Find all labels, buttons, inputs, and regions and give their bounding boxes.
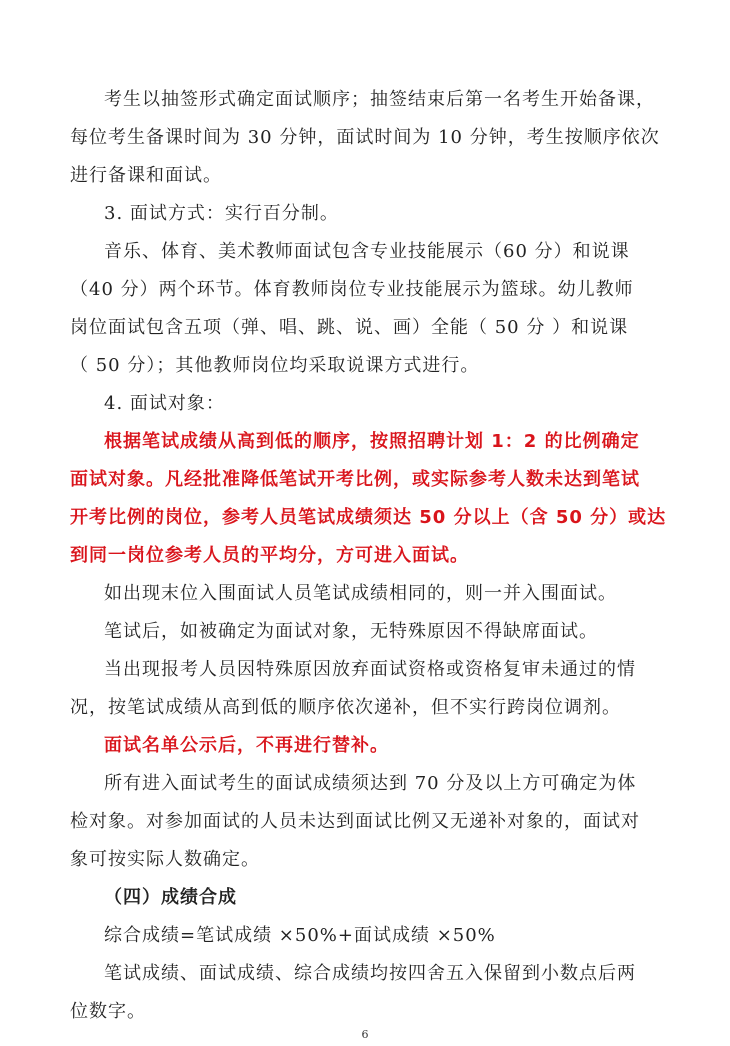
- para5-line-1: 当出现报考人员因特殊原因放弃面试资格或资格复审未通过的情: [104, 659, 636, 680]
- interview-method-heading: 3. 面试方式：实行百分制。: [104, 203, 339, 224]
- para4-line: 笔试后，如被确定为面试对象，无特殊原因不得缺席面试。: [104, 621, 598, 642]
- para5-line-2: 况，按笔试成绩从高到低的顺序依次递补，但不实行跨岗位调剂。: [70, 697, 621, 718]
- para7-line-2: 位数字。: [70, 1001, 146, 1022]
- page-number: 6: [361, 1028, 369, 1041]
- para2-line-3: 岗位面试包含五项（弹、唱、跳、说、画）全能（ 50 分 ）和说课: [70, 317, 629, 338]
- para2-line-2: （40 分）两个环节。体育教师岗位专业技能展示为篮球。幼儿教师: [70, 279, 634, 300]
- para6-line-2: 检对象。对参加面试的人员未达到面试比例又无递补对象的，面试对: [70, 811, 640, 832]
- para1-line-3: 进行备课和面试。: [70, 165, 222, 186]
- para2-line-1: 音乐、体育、美术教师面试包含专业技能展示（60 分）和说课: [104, 241, 630, 262]
- para6-line-3: 象可按实际人数确定。: [70, 849, 260, 870]
- para1-line-1: 考生以抽签形式确定面试顺序；抽签结束后第一名考生开始备课，: [104, 89, 655, 110]
- para1-line-2: 每位考生备课时间为 30 分钟，面试时间为 10 分钟，考生按顺序依次: [70, 127, 660, 148]
- para6-line-1: 所有进入面试考生的面试成绩须达到 70 分及以上方可确定为体: [104, 773, 637, 794]
- red-notice: 面试名单公示后，不再进行替补。: [104, 735, 389, 756]
- interview-target-heading: 4. 面试对象：: [104, 393, 225, 414]
- para3-line: 如出现末位入围面试人员笔试成绩相同的，则一并入围面试。: [104, 583, 617, 604]
- para2-line-4: （ 50 分）；其他教师岗位均采取说课方式进行。: [70, 355, 480, 376]
- section-heading: （四）成绩合成: [104, 887, 237, 908]
- red-para-line-3: 开考比例的岗位，参考人员笔试成绩须达 50 分以上（含 50 分）或达: [70, 507, 667, 528]
- red-para-line-4: 到同一岗位参考人员的平均分，方可进入面试。: [70, 545, 469, 566]
- para7-line-1: 笔试成绩、面试成绩、综合成绩均按四舍五入保留到小数点后两: [104, 963, 636, 984]
- red-para-line-2: 面试对象。凡经批准降低笔试开考比例，或实际参考人数未达到笔试: [70, 469, 640, 490]
- red-para-line-1: 根据笔试成绩从高到低的顺序，按照招聘计划 1：2 的比例确定: [104, 431, 640, 452]
- formula-line: 综合成绩=笔试成绩 ×50%+面试成绩 ×50%: [104, 925, 496, 946]
